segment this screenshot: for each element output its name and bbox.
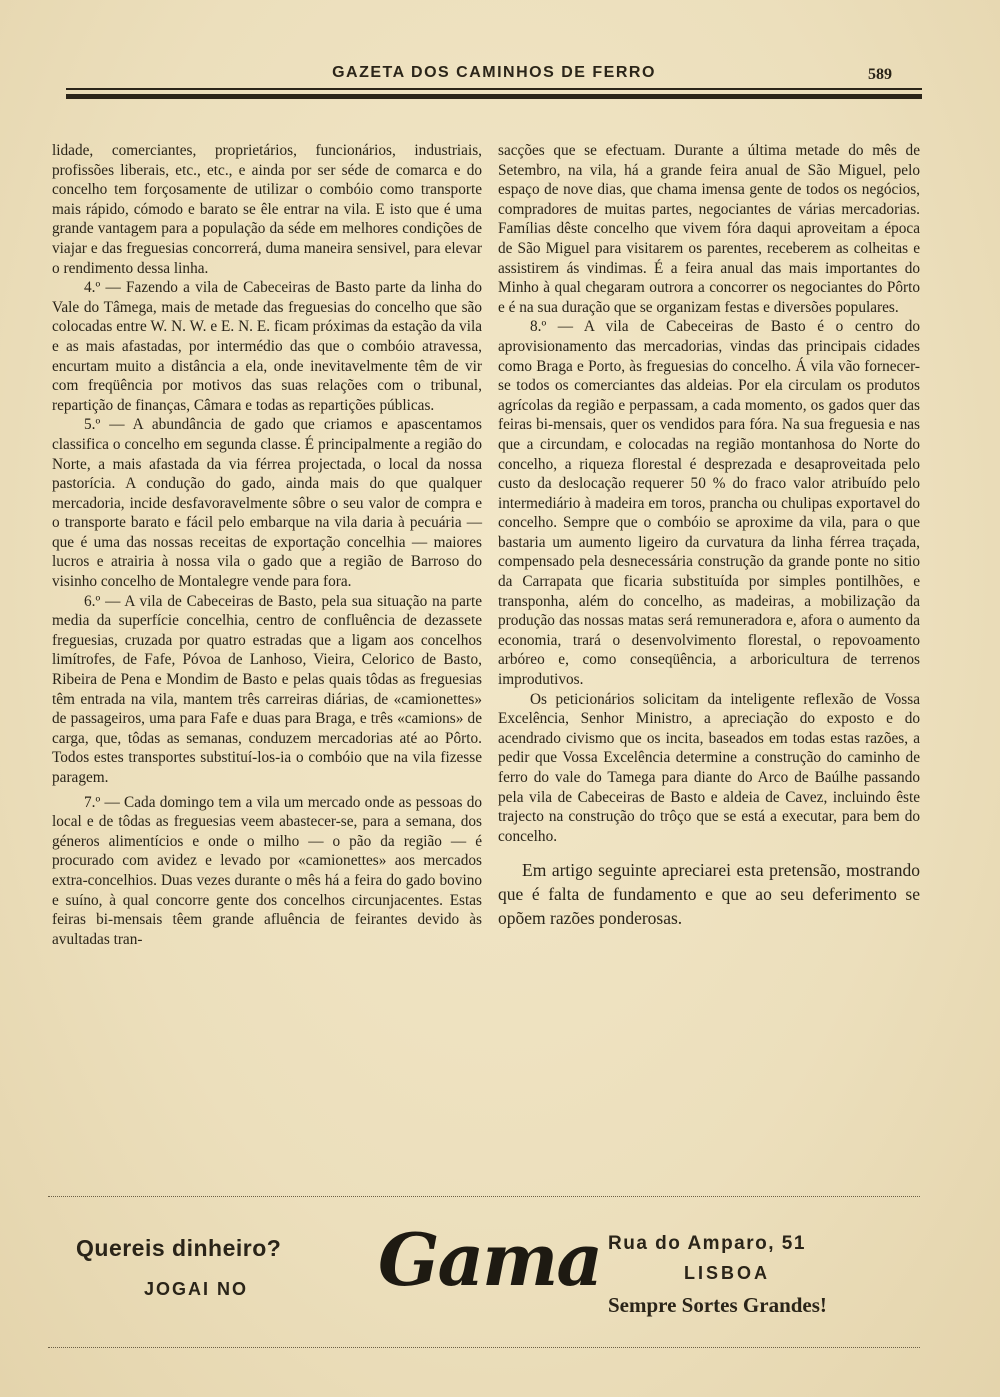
- left-column: [52, 141, 482, 949]
- ad-brand-logo: Gama: [378, 1217, 601, 1302]
- page-header: [66, 58, 922, 104]
- paragraph: lidade, comerciantes, proprietários, funcionários, industriais, profissões liberais, etc., etc., e ainda por ser séde de comarca e do concelho tem forçosamente de utilizar o combóio como transporte mais rápido, cómodo e barato se êle entrar na vila. E isto que é uma grande vantagem para a população da séde em melhores condições de viajar e das freguesias concorrerá, duma maneira sensivel, para elevar o rendimento dessa linha.: [52, 142, 482, 277]
- ad-slogan: Sempre Sortes Grandes!: [608, 1293, 827, 1317]
- paragraph: 4.º — Fazendo a vila de Cabeceiras de Basto parte da linha do Vale do Tâmega, mais de metade das freguesias do concelho que são colocadas entre W. N. W. e E. N. E. ficam próximas da estação da vila e as mais afastadas, por intermédio das que o combóio atravessa, encurtam muito a distância a ela, onde inevitavelmente têm de vir com freqüência por motivos das suas relações com o tribunal, repartição de finanças, Câmara e todas as repartições públicas.: [52, 279, 482, 414]
- page-number: 589: [868, 66, 892, 83]
- header-rule-thin: [66, 88, 922, 90]
- journal-title: GAZETA DOS CAMINHOS DE FERRO: [332, 64, 656, 81]
- lottery-advertisement: [48, 1196, 920, 1348]
- closing-paragraph: Em artigo seguinte apreciarei esta pretensão, mostrando que é falta de fundamento e que ao seu deferimento se opõem razões ponderosas.: [498, 860, 920, 929]
- paragraph: 7.º — Cada domingo tem a vila um mercado onde as pessoas do local e de tôdas as freguesias veem abastecer-se, para a semana, dos géneros alimentícios e onde o milho — o pão da região — é procurado com avidez e levado por «camionettes» aos mercados extra-concelhios. Duas vezes durante o mês há a feira do gado bovino e suíno, à qual concorre gente dos concelhos circunjacentes. Estas feiras bi-mensais têem grande afluência de feirantes devido às avultadas tran-: [52, 793, 482, 948]
- ad-subline: JOGAI NO: [144, 1279, 249, 1299]
- ad-headline: Quereis dinheiro?: [76, 1235, 282, 1261]
- right-column: [498, 141, 920, 930]
- paragraph: 8.º — A vila de Cabeceiras de Basto é o centro do aprovisionamento das mercadorias, vindas das principais cidades como Braga e Porto, às freguesias do concelho. Á vila vão fornecer-se todos os comerciantes das aldeias. Por ela circulam os produtos agrícolas da região e perpassam, a cada momento, os gados quer das feiras bi-mensais, quer os vendidos para fóra. Na sua freguesia e nas que a circundam, e colocadas na região montanhosa do Norte do concelho, a riqueza florestal é desprezada e desaproveitada pelo custo da deslocação requerer 50 % do fraco valor atribuído pelo intermediário à madeira em toros, prancha ou chulipas exportavel do concelho. Sempre que o combóio se aproxime da vila, para o que bastaria um aumento ligeiro da curvatura da linha férrea traçada, compensado pela desnecessária construção da grande ponte no sitio da Carrapata que ficaria substituída por simples pontilhões, e transponha, além do concelho, as madeiras, a mobilização da produção das nossas matas será remuneradora e, afora o aumento da economia, trará o desenvolvimento florestal, o repovoamento arbóreo e, como conseqüência, a arboricultura de terrenos improdutivos.: [498, 318, 920, 689]
- ad-city: LISBOA: [684, 1263, 771, 1283]
- paragraph: sacções que se efectuam. Durante a última metade do mês de Setembro, na vila, há a grande feira anual de São Miguel, pelo espaço de nove dias, que chama imensa gente de todos os negócios, compradores de muitas partes, negociantes de várias mercadorias. Famílias dêste concelho que vivem fóra daqui aproveitam a época de São Miguel para visitarem os parentes, receberem as colheitas e assistirem ás vindimas. É a feira anual das mais importantes do Minho à qual chegaram outrora a concorrer os negociantes do Pôrto e é na sua duração que se organizam festas e diversões populares.: [498, 142, 920, 316]
- paragraph: 5.º — A abundância de gado que criamos e apascentamos classifica o concelho em segunda classe. É principalmente a região do Norte, a mais afastada da via férrea projectada, o local da nossa pastorícia. A condução do gado, ainda mais do que qualquer mercadoria, incide desfavoravelmente sôbre o seu valor de compra e o transporte barato e fácil pelo embarque na vila daria à pecuária — que é uma das nossas receitas de exportação concelhia — maiores lucros e atrairia à nossa vila o gado que a região de Barroso do visinho concelho de Montalegre vende para fora.: [52, 416, 482, 591]
- paragraph: Os peticionários solicitam da inteligente reflexão de Vossa Excelência, Senhor Ministro, a apreciação do exposto e do acendrado civismo que os incita, baseados em todas estas razões, a pedir que Vossa Excelência determine a construção do caminho de ferro do vale do Tamega para diante do Arco de Baúlhe passando pela vila de Cabeceiras de Basto e aldeia de Cavez, incluindo êste trajecto na construção do trôço que se está a executar, para bem do concelho.: [498, 690, 920, 845]
- header-rule-thick: [66, 94, 922, 99]
- paragraph: 6.º — A vila de Cabeceiras de Basto, pela sua situação na parte media da superfície concelhia, centro de confluência de dezassete freguesias, cruzada por quatro estradas que a ligam aos concelhos limítrofes, de Fafe, Póvoa de Lanhoso, Vieira, Celorico de Basto, Ribeira de Pena e Mondim de Basto e pelas quais tôdas as freguesias têm entrada na vila, mantem três carreiras diárias, de «camionettes» de passageiros, uma para Fafe e duas para Braga, e três «camions» de carga, que, tôdas as semanas, conduzem mercadorias até ao Pôrto. Todos estes transportes substituí-los-ia o combóio que na vila fizesse paragem.: [52, 592, 482, 786]
- ad-address: Rua do Amparo, 51: [608, 1233, 806, 1254]
